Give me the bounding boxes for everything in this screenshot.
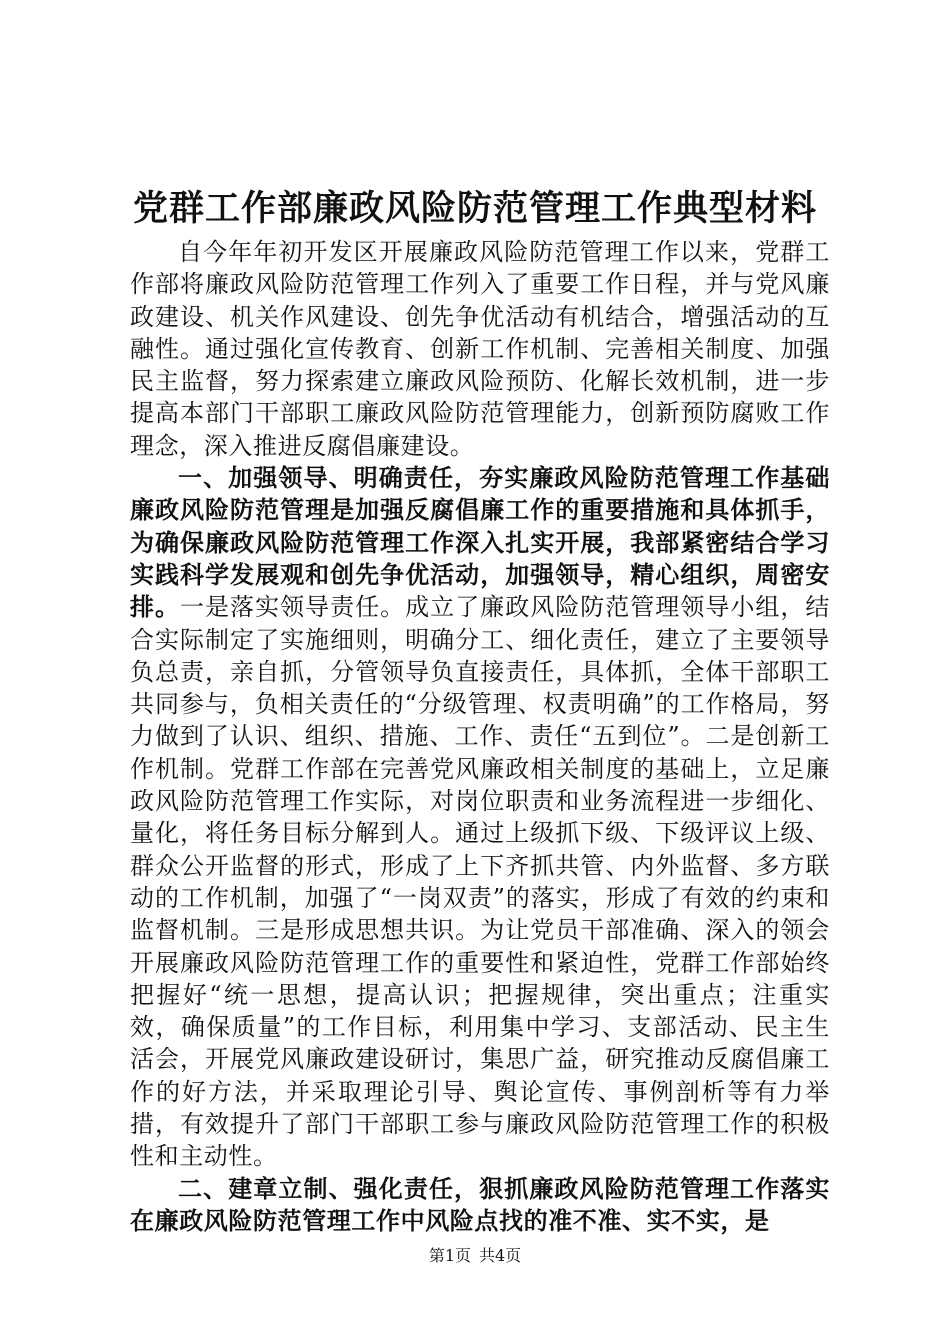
document-title: 党群工作部廉政风险防范管理工作典型材料 xyxy=(132,188,817,229)
page-number: 第1页 xyxy=(428,1246,471,1265)
section-one-text: 一是落实领导责任。成立了廉政风险防范管理领导小组，结合实际制定了实施细则，明确分工、细化责任，建立了主要领导负总责，亲自抓，分管领导负直接责任，具体抓，全体干部职工共同参与，负相关责任的“分级管理、权责明确”的工作格局，努力做到了认识、组织、措施、工作、责任“五到位”。二是创新工作机制。党群工作部在完善党风廉政相关制度的基础上，立足廉政风险防范管理工作实际，对岗位职责和业务流程进一步细化、量化，将任务目标分解到人。通过上级抓下级、下级评议上级、群众公开监督的形式，形成了上下齐抓共管、内外监督、多方联动的工作机制，加强了“一岗双责”的落实，形成了有效的约束和监督机制。三是形成思想共识。为让党员干部准确、深入的领会开展廉政风险防范管理工作的重要性和紧迫性，党群工作部始终把握好“统一思想，提高认识；把握规律，突出重点；注重实效，确保质量”的工作目标，利用集中学习、支部活动、民主生活会，开展党风廉政建设研讨，集思广益，研究推动反腐倡廉工作的好方法，并采取理论引导、舆论宣传、事例剖析等有力举措，有效提升了部门干部职工参与廉政风险防范管理工作的积极性和主动性。 xyxy=(130,593,830,1171)
document-body xyxy=(130,236,830,1237)
section-one-heading: 一、加强领导、明确责任，夯实廉政风险防范管理工作基础廉政风险防范管理是加强反腐倡廉工作的重要措施和具体抓手，为确保廉政风险防范管理工作深入扎实开展，我部紧密结合学习实践科学发展观和创先争优活动，加强领导，精心组织，周密安排。 xyxy=(130,463,830,622)
section-two-heading: 二、建章立制、强化责任，狠抓廉政风险防范管理工作落实在廉政风险防范管理工作中风险点找的准不准、实不实，是 xyxy=(130,1173,830,1235)
section-one-paragraph xyxy=(130,462,830,1173)
intro-paragraph xyxy=(130,236,830,462)
page-total: 共4页 xyxy=(479,1246,522,1265)
paragraph-text: 自今年年初开发区开展廉政风险防范管理工作以来，党群工作部将廉政风险防范管理工作列入了重要工作日程，并与党风廉政建设、机关作风建设、创先争优活动有机结合，增强活动的互融性。通过强化宣传教育、创新工作机制、完善相关制度、加强民主监督，努力探索建立廉政风险预防、化解长效机制，进一步提高本部门干部职工廉政风险防范管理能力，创新预防腐败工作理念，深入推进反腐倡廉建设。 xyxy=(130,238,830,460)
page-footer xyxy=(0,1244,950,1268)
section-two-paragraph xyxy=(130,1173,830,1238)
